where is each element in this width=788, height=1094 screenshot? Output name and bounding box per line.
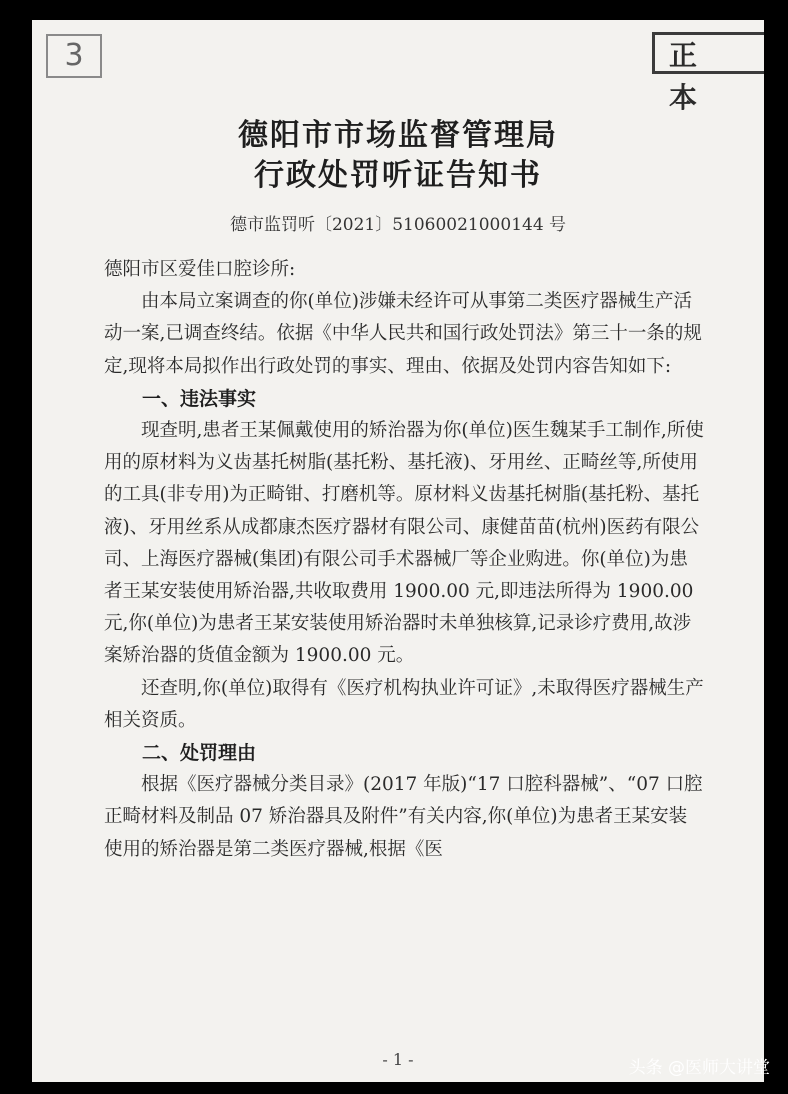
facts-paragraph: 现查明,患者王某佩戴使用的矫治器为你(单位)医生魏某手工制作,所使用的原材料为义齿基托树脂(基托粉、基托液)、牙用丝、正畸丝等,所使用的工具(非专用)为正畸钳、打磨机等。原材料义齿基托树脂(基托粉、基托液)、牙用丝系从成都康杰医疗器材有限公司、康健苗苗(杭州)医药有限公司、上海医疗器械(集团)有限公司手术器械厂等企业购进。你(单位)为患者王某安装使用矫治器,共收取费用 1900.00 元,即违法所得为 1900.00 元,你(单位)为患者王某安装使用矫治器时未单独核算,记录诊疗费用,故涉案矫治器的货值金额为 1900.00 元。 (104, 420, 704, 667)
section-heading-reasons: 二、处罚理由 (142, 742, 257, 765)
additional-facts-paragraph: 还查明,你(单位)取得有《医疗机构执业许可证》,未取得医疗器械生产相关资质。 (104, 677, 704, 731)
document-body (104, 254, 704, 866)
intro-paragraph: 由本局立案调查的你(单位)涉嫌未经许可从事第二类医疗器械生产活动一案,已调查终结。依据《中华人民共和国行政处罚法》第三十一条的规定,现将本局拟作出行政处罚的事实、理由、依据及处罚内容告知如下: (104, 291, 702, 377)
watermark: 头条 @医师大讲堂 (628, 1058, 770, 1078)
section-heading-facts: 一、违法事实 (142, 387, 257, 410)
document-page (32, 20, 764, 1082)
document-number: 德市监罚听〔2021〕51060021000144 号 (229, 215, 567, 235)
document-title-line1: 德阳市市场监督管理局 (238, 118, 558, 153)
original-stamp: 正 本 (652, 32, 764, 74)
page-number-box: 3 (46, 34, 102, 78)
addressee: 德阳市区爱佳口腔诊所: (104, 259, 296, 280)
page-footer-number: - 1 - (382, 1050, 414, 1069)
document-title-line2: 行政处罚听证告知书 (254, 158, 542, 193)
reasons-paragraph: 根据《医疗器械分类目录》(2017 年版)“17 口腔科器械”、“07 口腔正畸材料及制品 07 矫治器具及附件”有关内容,你(单位)为患者王某安装使用的矫治器是第二类医疗器械,根据《医 (104, 774, 703, 860)
